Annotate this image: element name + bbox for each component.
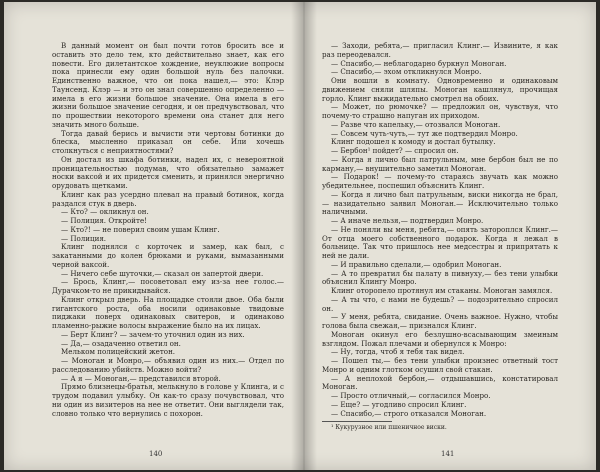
paragraph: — А неплохой бербон,— отдышавшись, констатировал Моноган. [322, 373, 558, 392]
paragraph: — Брось, Клинг,— посоветовал ему из-за нее голос.— Дурачком-то не прикидывайся. [52, 277, 284, 295]
paragraph: Они вошли в комнату. Одновременно и одинаковым движением сняли шляпы. Моноган кашлянул, прочищая горло. Клинг выжидательно смотрел на обоих. [322, 76, 558, 103]
paragraph: — А иначе нельзя,— подтвердил Монро. [331, 216, 484, 225]
paragraph: Тогда давай берись и вычисти эти чертовы ботинки до блеска, мысленно приказал он себе. Или хочешь столкнуться с неприятностями? [52, 128, 284, 155]
paragraph: — А ты что, с нами не будешь? — подозрительно спросил он. [322, 294, 558, 313]
paragraph: Клинг как раз усердно плевал на правый ботинок, когда раздался стук в дверь. [52, 189, 284, 208]
paragraph: Клинг поднялся с корточек и замер, как был, с закатанными до колен брюками и руками, вымазанными черной ваксой. [52, 242, 284, 269]
paragraph: Он достал из шкафа ботинки, надел их, с невероятной проницательностью подумав, что обязательно замажет носки ваксой и их придется сменить, и принялся энергично орудовать щетками. [52, 154, 284, 190]
paragraph: — Бербон¹ пойдет? — спросил он. [331, 146, 459, 155]
paragraph: Мельком полицейский жетон. [61, 347, 176, 357]
paragraph: — Когда я лично был патрульным, мне бербон был не по карману,— внушительно заметил Моноган. [322, 154, 558, 173]
footnote: ¹ Кукурузное или пшеничное виски. [331, 424, 447, 432]
paragraph: — А то превратил бы палату в пивнуху,— без тени улыбки объяснил Клингу Монро. [322, 268, 558, 287]
left-page [52, 42, 284, 462]
paragraph: — Кто? — окликнул он. [61, 207, 149, 217]
paragraph: — Еще? — угодливо спросил Клинг. [331, 399, 467, 409]
paragraph: Клинг подошел к комоду и достал бутылку. [331, 137, 496, 147]
paragraph: — Совсем чуть-чуть,— тут же подтвердил Монро. [331, 128, 518, 138]
paragraph: — Заходи, ребята,— пригласил Клинг.— Извините, я как раз переодевался. [322, 42, 558, 59]
paragraph: — И правильно сделали,— одобрил Моноган. [331, 259, 502, 269]
paragraph: — Ну, тогда, чтоб я тебя так видел. [331, 347, 465, 357]
book-gutter [291, 2, 317, 470]
right-page [322, 42, 558, 462]
paragraph: — Просто отличный,— согласился Монро. [331, 391, 491, 400]
paragraph: — Моноган и Монро,— объявил один из них.— Отдел по расследованию убийств. Можно войти? [52, 356, 284, 374]
paragraph: — Да,— озадаченно ответил он. [61, 338, 181, 348]
right-page-number: 141 [441, 450, 455, 458]
paragraph: — Полиция. Откройте! [61, 216, 148, 225]
book-spread [4, 2, 596, 470]
paragraph: — А я — Моноган,— представился второй. [61, 373, 221, 383]
paragraph: В данный момент он был почти готов бросить все и оставить это дело тем, кто действительно знает, как его повести. Его дилетантское хождение, неуклюжие вопросы пока принесли ему один большой нуль без палочки. Единственно важное, что он пока нашел,— это: Клэр Таунсенд. Клэр — и это он знал совершенно определенно — имела в его жизни большое значение. Она имела в его жизни большое значение сегодня, и он предчувствовал, что по прошествии некоторого времени она станет для него значить много больше. [52, 42, 284, 129]
paragraph: — Ничего себе шуточки,— сказал он запертой двери. [61, 268, 264, 278]
paragraph: Клинг оторопело протянул им стаканы. Моноган замялся. [331, 286, 553, 295]
paragraph: — Разве что капельку,— отозвался Моноган. [331, 119, 501, 129]
paragraph: — Подарок! — почему-то стараясь звучать как можно убедительнее, поспешил объяснить Клинг. [322, 172, 558, 190]
paragraph: — Когда я лично был патрульным, виски никогда не брал,— назидательно заявил Моноган.— Исключительно только наличными. [322, 189, 558, 217]
paragraph: — Спасибо,— эхом откликнулся Монро. [331, 67, 482, 77]
paragraph: — Не поняли вы меня, ребята,— опять затороплся Клинг.— От отца моего собственного подарок. Когда я лежал в больнице. Так что пришлось нее медсестры и припрятать к ней не дали. [322, 224, 558, 260]
left-page-text [52, 42, 284, 418]
paragraph: — Может, по рюмочке? — предложил он, чувствуя, что почему-то страшно напуган их приходом. [322, 102, 558, 120]
paragraph: Моноган окинул его безлушно-всасывающим змеиным взглядом. Пожал плечами и обернулся к Монро: [322, 329, 558, 348]
paragraph: — У меня, ребята, свидание. Очень важное. Нужно, чтобы голова была свежая,— признался Клинг. [322, 312, 558, 330]
paragraph: — Спасибо,— неблагодарно буркнул Моноган. [331, 58, 507, 68]
paragraph: Прямо близнецы-братья, мелькнуло в голове у Клинга, и с трудом подавил улыбку. Он как-то сразу почувствовал, что ни один из визитеров на нее не ответит. Они выглядели так, словно только что вернулись с похорон. [52, 382, 284, 418]
paragraph: — Полиция. [61, 233, 107, 243]
paragraph: — Берт Клинг? — зачем-то уточнил один из них. [61, 329, 245, 339]
footnote-divider [322, 421, 392, 422]
right-page-text [322, 42, 558, 418]
paragraph: Клинг открыл дверь. На площадке стояли двое. Оба были гигантского роста, оба носили одинаковые твидовые пиджаки поверх одинаковых свитеров, и одинаково пламенно-рыжие волосы выражение было на их лицах. [52, 294, 284, 330]
paragraph: — Спасибо,— строго отказался Моноган. [331, 408, 487, 418]
paragraph: — Пошел ты,— без тени улыбки произнес ответный тост Монро и одним глотком осушил свой стакан. [322, 356, 558, 374]
left-page-number: 140 [149, 450, 163, 458]
paragraph: — Кто?! — не поверил своим ушам Клинг. [61, 224, 220, 234]
